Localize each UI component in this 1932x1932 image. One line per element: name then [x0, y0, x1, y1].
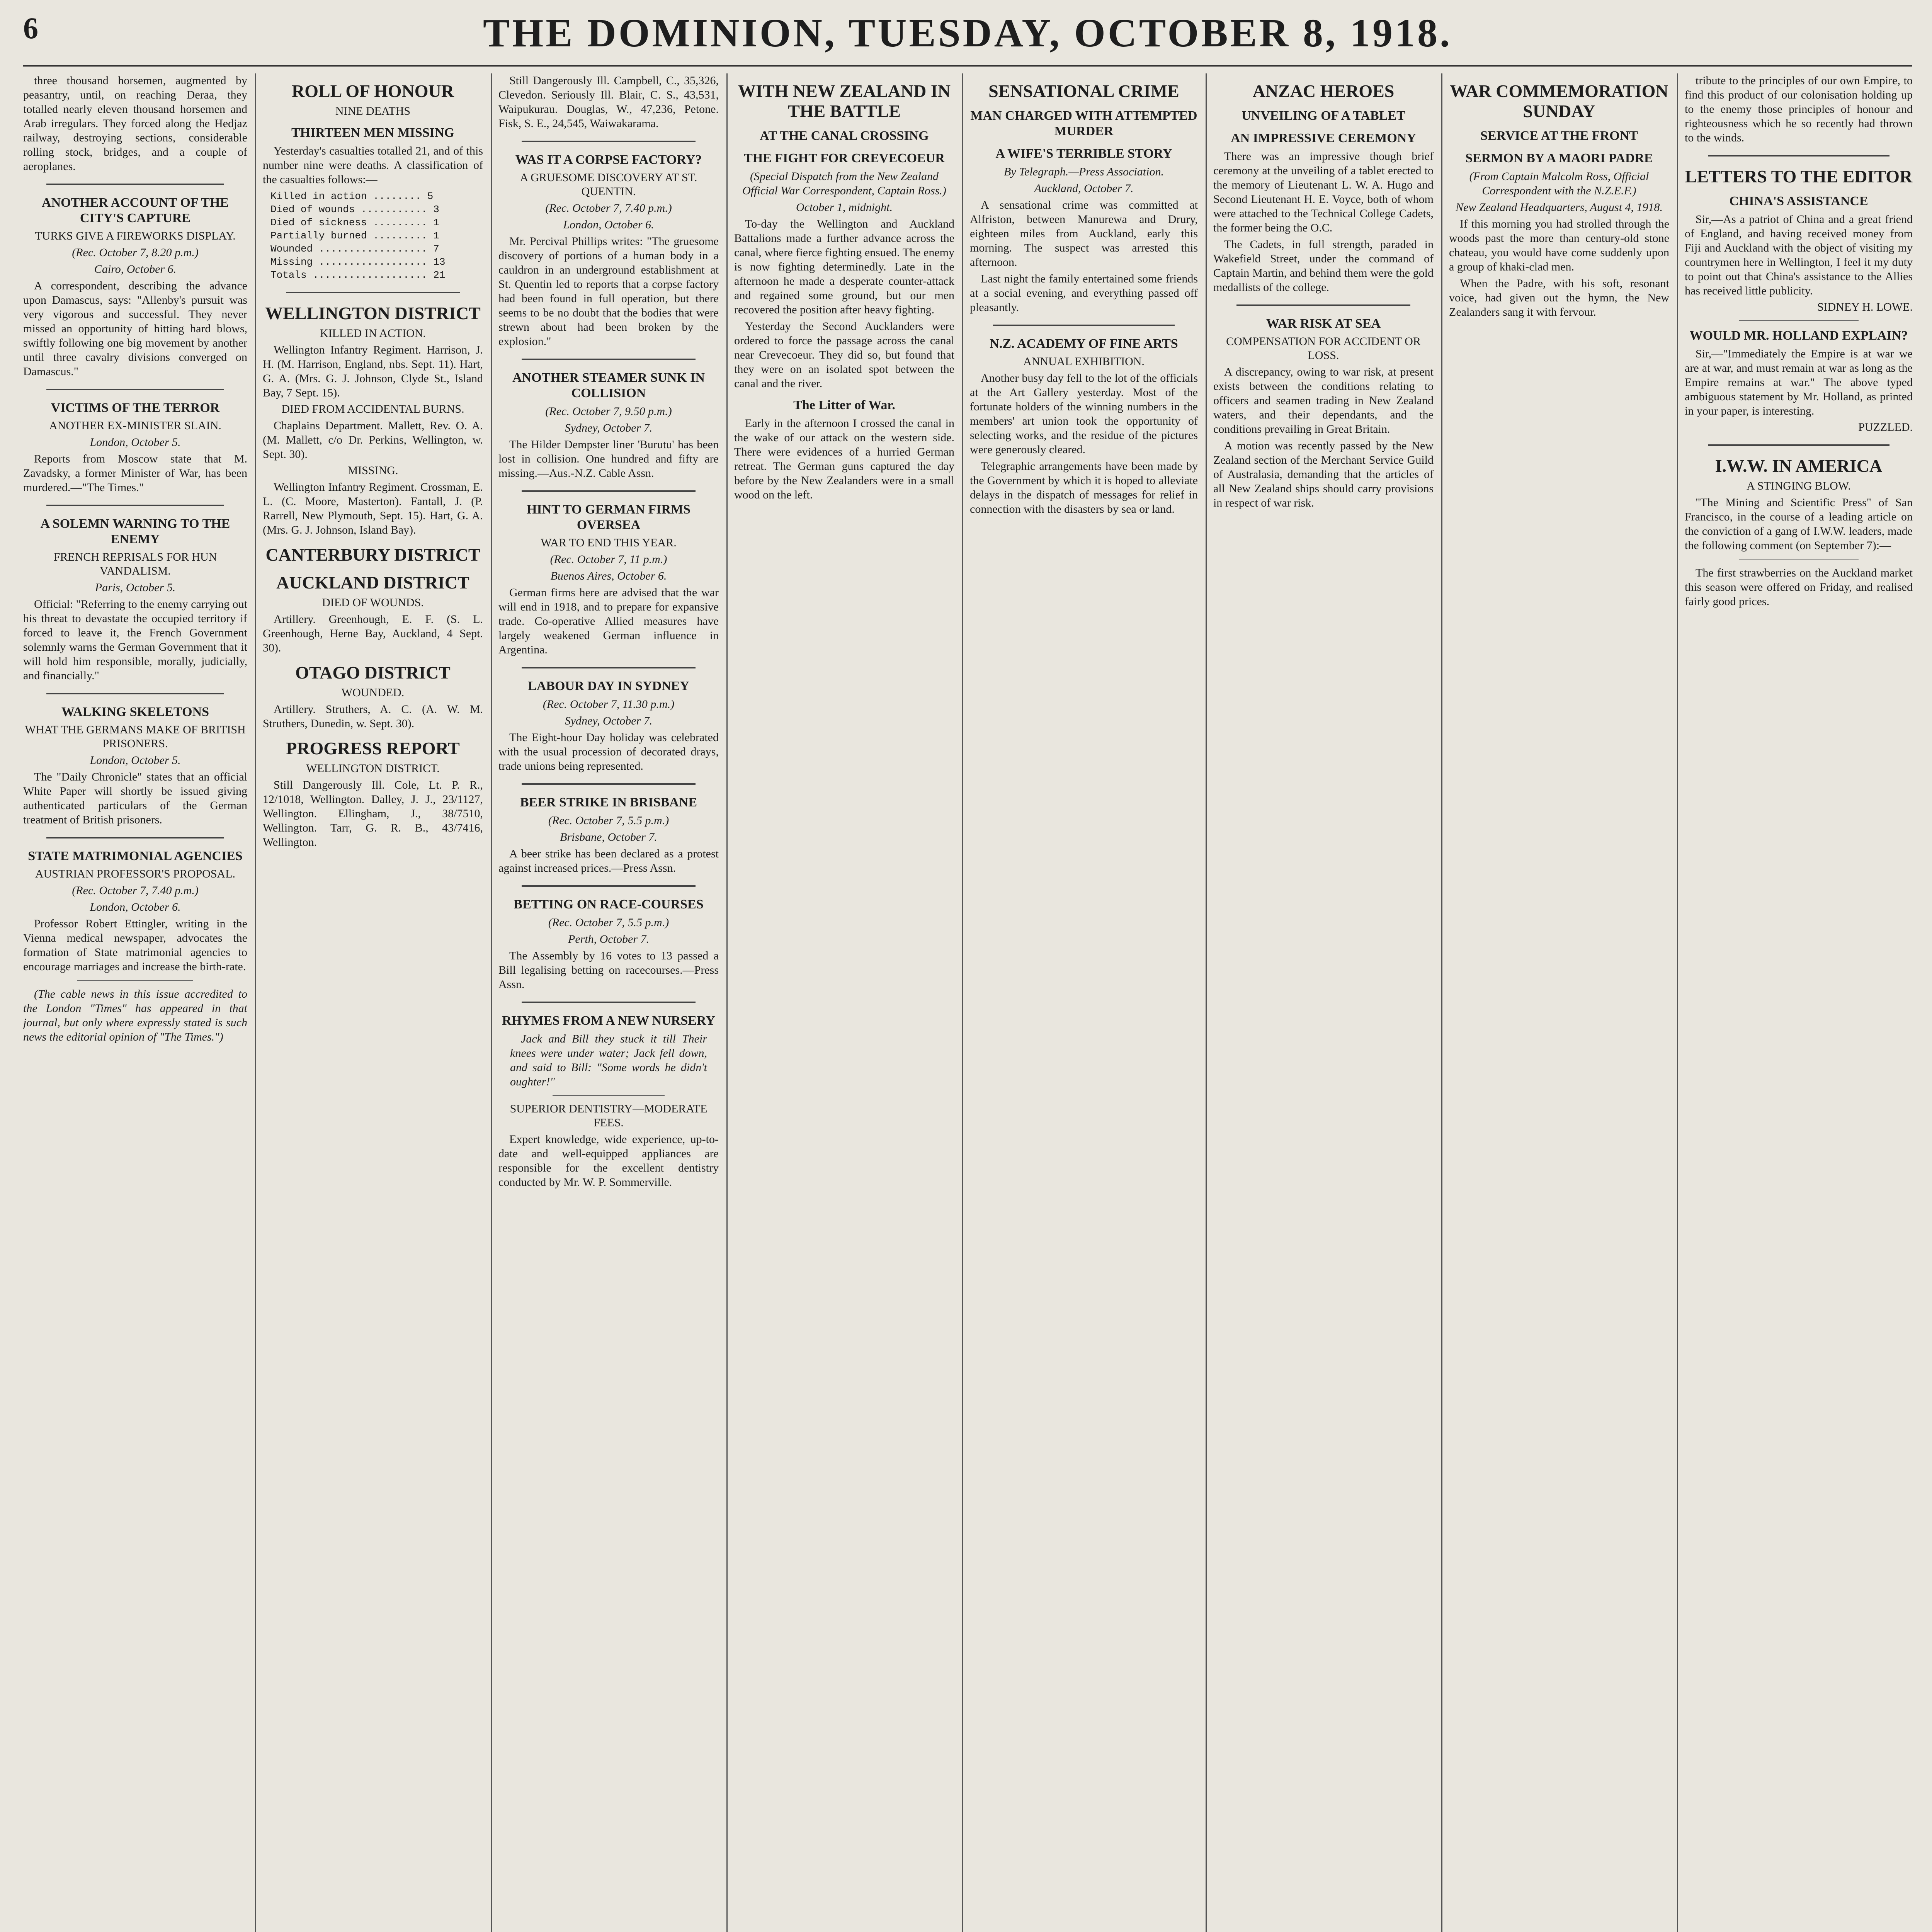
column-rule: [962, 73, 963, 1932]
divider: [1739, 320, 1859, 321]
subheadline: ANOTHER EX-MINISTER SLAIN.: [49, 419, 221, 432]
dateline: Perth, October 7.: [568, 933, 649, 946]
column-rule: [1441, 73, 1442, 1932]
dateline: London, October 6.: [563, 218, 654, 231]
dateline: (Rec. October 7, 7.40 p.m.): [72, 884, 199, 897]
article-text: There was an impressive though brief ceremony at the unveiling of a tablet erected to the memory of Lieutenant L. W. A. Hugo and Second Lieutenant H. E. Voyce, both of whom were attached to the Technical College Cadets, the former being the O.C.: [1213, 150, 1434, 234]
headline: WAR COMMEMORATION SUNDAY: [1450, 81, 1668, 121]
subheadline: THIRTEEN MEN MISSING: [291, 126, 454, 140]
divider: [77, 980, 193, 981]
article-text: The Eight-hour Day holiday was celebrated with the usual procession of decorated drays, trade unions being represented.: [498, 731, 719, 772]
section-label: KILLED IN ACTION.: [320, 327, 426, 340]
subheadline: THE FIGHT FOR CREVECOEUR: [744, 151, 945, 165]
column-rule: [1206, 73, 1207, 1932]
column-7: [1449, 73, 1669, 1932]
headline: ANZAC HEROES: [1252, 81, 1395, 101]
divider: [522, 783, 696, 785]
column-rule: [255, 73, 256, 1932]
dateline: (Rec. October 7, 5.5 p.m.): [548, 916, 669, 929]
subheadline: A WIFE'S TERRIBLE STORY: [995, 146, 1172, 161]
headline: BETTING ON RACE-COURSES: [514, 897, 704, 912]
dateline: (Special Dispatch from the New Zealand Official War Correspondent, Captain Ross.): [742, 170, 946, 197]
divider: [46, 693, 224, 694]
dateline: Sydney, October 7.: [565, 714, 653, 727]
divider: [46, 837, 224, 838]
column-8: [1685, 73, 1913, 1932]
headline: WAR RISK AT SEA: [1266, 316, 1381, 331]
article-text: The Assembly by 16 votes to 13 passed a Bill legalising betting on racecourses.—Press Assn.: [498, 949, 719, 991]
article-text: Telegraphic arrangements have been made by the Government by which it is hoped to alleviate delays in the dispatch of messages for relief in connection with the disasters by sea or land.: [970, 460, 1198, 515]
article-text: "The Mining and Scientific Press" of San Francisco, in the course of a leading article on the conviction of a gang of I.W.W. leaders, made the following comment (on September 7):—: [1685, 496, 1913, 552]
headline: OTAGO DISTRICT: [295, 663, 451, 682]
dateline: (From Captain Malcolm Ross, Official Correspondent with the N.Z.E.F.): [1469, 170, 1649, 197]
divider: [46, 389, 224, 390]
article-text: Professor Robert Ettingler, writing in the Vienna medical newspaper, advocates the formation of State matrimonial agencies to encourage marriages and increase the birth-rate.: [23, 917, 247, 973]
article-text: A sensational crime was committed at Alfriston, between Manurewa and Drury, eighteen miles from Auckland, early this morning. The suspect was arrested this afternoon.: [970, 199, 1198, 269]
headline: LETTERS TO THE EDITOR: [1685, 167, 1913, 186]
subheadline: COMPENSATION FOR ACCIDENT OR LOSS.: [1226, 335, 1421, 362]
subheadline: WAR TO END THIS YEAR.: [541, 536, 677, 549]
article-text: The "Daily Chronicle" states that an official White Paper will shortly be issued giving authenticated particulars of the German treatment of British prisoners.: [23, 770, 247, 826]
headline: BEER STRIKE IN BRISBANE: [520, 795, 697, 810]
section-heading: The Litter of War.: [793, 398, 895, 412]
article-text: Chaplains Department. Mallett, Rev. O. A. (M. Mallett, c/o Dr. Perkins, Wellington, w. Sept. 30).: [263, 419, 483, 461]
article-text: Still Dangerously Ill. Campbell, C., 35,326, Clevedon. Seriously Ill. Blair, C. S., 43,531, Waipukurau. Douglas, W., 47,236, Petone. Fisk, S. E., 24,545, Waiwakarama.: [498, 74, 719, 130]
table-row: Wounded .................. 7: [270, 243, 439, 255]
article-text: Mr. Percival Phillips writes: "The gruesome discovery of portions of a human body in a cauldron in an underground establishment at St. Quentin led to reports that a corpse factory had been found in full operation, but there seems to be no doubt that the bodies that were strewn about had been broken by the explosion.": [498, 235, 719, 348]
dateline: New Zealand Headquarters, August 4, 1918.: [1455, 201, 1663, 214]
column-6: [1213, 73, 1434, 1932]
casualty-table: [270, 190, 475, 282]
advertisement-heading: SUPERIOR DENTISTRY—MODERATE FEES.: [510, 1102, 707, 1129]
article-text: The Cadets, in full strength, paraded in Wakefield Street, under the command of Captain Martin, and behind them were the gold medallists of the college.: [1213, 238, 1434, 294]
divider: [522, 141, 696, 142]
dateline: (Rec. October 7, 7.40 p.m.): [545, 202, 672, 214]
dateline: Cairo, October 6.: [94, 263, 177, 276]
headline: N.Z. ACADEMY OF FINE ARTS: [990, 337, 1178, 351]
divider: [553, 1095, 665, 1096]
subheadline: TURKS GIVE A FIREWORKS DISPLAY.: [35, 230, 236, 242]
dateline: (Rec. October 7, 9.50 p.m.): [545, 405, 672, 418]
section-label: DIED OF WOUNDS.: [322, 596, 424, 609]
article-text: Wellington Infantry Regiment. Crossman, E. L. (C. Moore, Masterton). Fantall, J. (P. Rarrell, New Plymouth, Sept. 15). Hart, G. A. (Mrs. G. J. Johnson, Island Bay).: [263, 481, 483, 536]
headline: HINT TO GERMAN FIRMS OVERSEA: [526, 502, 691, 532]
dateline: Brisbane, October 7.: [560, 831, 657, 844]
divider: [46, 505, 224, 506]
article-text: Yesterday's casualties totalled 21, and of this number nine were deaths. A classification of the casualties follows:—: [263, 145, 483, 186]
article-text: A discrepancy, owing to war risk, at present exists between the conditions relating to officers and seamen trading in New Zealand waters, and their dependants, and the conditions prevailing in Great Britain.: [1213, 366, 1434, 435]
headline: WELLINGTON DISTRICT: [265, 303, 481, 323]
divider: [522, 885, 696, 887]
page-number: 6: [23, 11, 38, 45]
poem: Jack and Bill they stuck it till Their knees were under water; Jack fell down, and said to Bill: "Some words he didn't oughter!": [510, 1032, 707, 1088]
dateline: By Telegraph.—Press Association.: [1004, 165, 1164, 178]
section-label: DIED FROM ACCIDENTAL BURNS.: [281, 403, 464, 415]
subheadline: AUSTRIAN PROFESSOR'S PROPOSAL.: [35, 867, 236, 880]
article-text: three thousand horsemen, augmented by peasantry, until, on reaching Deraa, they totalled nearly eleven thousand horsemen and Arab irregulars. They forced along the Hedjaz railway, destroying sections, considerable rolling stock, bridges, and a couple of aeroplanes.: [23, 74, 247, 173]
article-text: Another busy day fell to the lot of the officials at the Art Gallery yesterday. Most of the fortunate holders of the winning numbers in the members' art union took the opportunity of selecting works, and the residue of the pictures were generously cleared.: [970, 372, 1198, 456]
divider: [286, 292, 460, 293]
headline: SENSATIONAL CRIME: [988, 81, 1179, 101]
headline: LABOUR DAY IN SYDNEY: [528, 679, 689, 693]
letter-signature: PUZZLED.: [1858, 421, 1913, 434]
divider: [522, 359, 696, 360]
table-row: Partially burned ......... 1: [270, 230, 439, 242]
subheadline: ANNUAL EXHIBITION.: [1023, 355, 1145, 368]
newspaper-title: [23, 10, 1912, 56]
divider: [1708, 444, 1889, 446]
article-text: The first strawberries on the Auckland market this season were offered on Friday, and realised fairly good prices.: [1685, 566, 1913, 608]
dateline: (Rec. October 7, 11.30 p.m.): [543, 698, 675, 711]
subheadline: UNVEILING OF A TABLET: [1242, 109, 1405, 123]
article-text: Wellington Infantry Regiment. Harrison, J. H. (M. Harrison, England, nbs. Sept. 11). Hart, G. A. (Mrs. G. J. Johnson, Clyde St., Island Bay, 7 Sept. 15).: [263, 344, 483, 399]
article-text: Reports from Moscow state that M. Zavadsky, a former Minister of War, has been murdered.—"The Times.": [23, 452, 247, 494]
headline: CANTERBURY DISTRICT: [265, 545, 480, 565]
divider: [46, 184, 224, 185]
article-text: German firms here are advised that the war will end in 1918, and to prepare for expansive trade. Co-operative Allied measures have largely weakened German influence in Argentina.: [498, 586, 719, 656]
dateline: Buenos Aires, October 6.: [550, 570, 667, 582]
article-text: tribute to the principles of our own Empire, to find this product of our colonisation holding up to the enemy those principles of honour and righteousness which he so recently had thrown to the winds.: [1685, 74, 1913, 144]
headline: STATE MATRIMONIAL AGENCIES: [28, 849, 243, 863]
section-label: WELLINGTON DISTRICT.: [306, 762, 440, 775]
letter-signature: SIDNEY H. LOWE.: [1817, 301, 1913, 313]
subheadline: SERMON BY A MAORI PADRE: [1465, 151, 1653, 165]
headline: VICTIMS OF THE TERROR: [51, 401, 220, 415]
headline: ANOTHER ACCOUNT OF THE CITY'S CAPTURE: [42, 196, 229, 225]
table-row: Totals ................... 21: [270, 269, 446, 281]
column-5: [970, 73, 1198, 1932]
article-text: To-day the Wellington and Auckland Battalions made a further advance across the canal, where fierce fighting ensued. The enemy is now fighting determinedly. Late in the afternoon he made a desperate counter-attack and regained some ground, but our men recovered the position after heavy fighting.: [734, 218, 954, 316]
article-text: If this morning you had strolled through the woods past the more than century-old stone chateau, you would have come suddenly upon a group of khaki-clad men.: [1449, 218, 1669, 273]
dateline: (Rec. October 7, 8.20 p.m.): [72, 246, 199, 259]
section-label: WOUNDED.: [341, 686, 405, 699]
article-text: Official: "Referring to the enemy carrying out his threat to devastate the occupied territory if forced to leave it, the French Government solemnly warns the German Government that it will hold him responsible, morally, judicially, and financially.": [23, 598, 247, 682]
masthead: [23, 7, 1912, 67]
masthead-date: TUESDAY, OCTOBER 8, 1918.: [848, 11, 1452, 55]
article-text: A motion was recently passed by the New Zealand section of the Merchant Service Guild of Australasia, demanding that the articles of all New Zealand ships should carry provisions in respect of war risk.: [1213, 439, 1434, 509]
dateline: (Rec. October 7, 5.5 p.m.): [548, 814, 669, 827]
editorial-note: (The cable news in this issue accredited to the London "Times" has appeared in that journal, but only where expressly stated is such news the editorial opinion of "The Times."): [23, 988, 247, 1043]
headline: PROGRESS REPORT: [286, 738, 460, 758]
article-text: A beer strike has been declared as a protest against increased prices.—Press Assn.: [498, 847, 719, 874]
advertisement-text: Expert knowledge, wide experience, up-to-date and well-equipped appliances are responsible for the excellent dentistry conducted by Mr. W. P. Sommerville.: [498, 1133, 719, 1189]
masthead-name: THE DOMINION,: [483, 11, 837, 55]
article-text: Yesterday the Second Aucklanders were ordered to force the passage across the canal near Crevecoeur. They did so, but found that they were on an isolated spot between the canal and the river.: [734, 320, 954, 390]
column-rule: [491, 73, 492, 1932]
divider: [1708, 155, 1889, 156]
headline: I.W.W. IN AMERICA: [1715, 456, 1883, 476]
headline: WALKING SKELETONS: [61, 705, 209, 719]
subheadline: WOULD MR. HOLLAND EXPLAIN?: [1689, 328, 1908, 343]
dateline: Sydney, October 7.: [565, 422, 653, 434]
article-text: The Hilder Dempster liner 'Burutu' has been lost in collision. One hundred and fifty are missing.—Aus.-N.Z. Cable Assn.: [498, 438, 719, 480]
article-text: Artillery. Greenhough, E. F. (S. L. Greenhough, Herne Bay, Auckland, 4 Sept. 30).: [263, 613, 483, 654]
subheadline: NINE DEATHS: [335, 105, 411, 117]
headline: RHYMES FROM A NEW NURSERY: [502, 1014, 715, 1028]
column-rule: [1677, 73, 1678, 1932]
article-text: A correspondent, describing the advance upon Damascus, says: "Allenby's pursuit was very vigorous and successful. They never missed an opportunity of hitting hard blows, swiftly following one big movement by another until three cavalry divisions converged on Damascus.": [23, 279, 247, 378]
column-3: [498, 73, 719, 1932]
dateline: London, October 5.: [90, 436, 181, 449]
column-4: [734, 73, 954, 1932]
subheadline: MAN CHARGED WITH ATTEMPTED MURDER: [970, 109, 1197, 138]
column-rule: [726, 73, 728, 1932]
divider: [522, 490, 696, 492]
letter-text: Sir,—"Immediately the Empire is at war we are at war, and must remain at war as long as the Empire remains at war." The above typed ambiguous statement by Mr. Holland, as printed in your paper, is interesting.: [1685, 347, 1913, 417]
headline: A SOLEMN WARNING TO THE ENEMY: [40, 517, 230, 546]
divider: [522, 1002, 696, 1003]
subheadline: A GRUESOME DISCOVERY AT ST. QUENTIN.: [520, 171, 697, 198]
dateline: London, October 5.: [90, 754, 181, 767]
headline: ROLL OF HONOUR: [292, 81, 454, 101]
article-text: Still Dangerously Ill. Cole, Lt. P. R., 12/1018, Wellington. Dalley, J. J., 23/1127, Wellington. Ellingham, J., 38/7510, Wellington. Tarr, G. R. B., 43/7416, Wellington.: [263, 779, 483, 849]
table-row: Died of sickness ......... 1: [270, 217, 439, 228]
table-row: Missing .................. 13: [270, 256, 446, 268]
dateline: October 1, midnight.: [796, 201, 893, 214]
letter-text: Sir,—As a patriot of China and a great friend of England, and having received money from Fiji and Auckland with the object of visiting my countrymen here in Wellington, I feel it my duty to point out that China's assistance to the Allies has received little publicity.: [1685, 213, 1913, 297]
section-label: MISSING.: [347, 464, 398, 477]
article-text: Artillery. Struthers, A. C. (A. W. M. Struthers, Dunedin, w. Sept. 30).: [263, 703, 483, 730]
headline: AUCKLAND DISTRICT: [276, 573, 469, 592]
headline: ANOTHER STEAMER SUNK IN COLLISION: [512, 371, 705, 400]
subheadline: FRENCH REPRISALS FOR HUN VANDALISM.: [53, 551, 217, 577]
article-text: Early in the afternoon I crossed the canal in the wake of our attack on the western side. There were evidences of a hurried German retreat. The German guns captured the day before by the New Zealanders were in a small wood on the left.: [734, 417, 954, 501]
dateline: London, October 6.: [90, 901, 181, 913]
subheadline: WHAT THE GERMANS MAKE OF BRITISH PRISONERS.: [25, 723, 246, 750]
divider: [993, 325, 1175, 326]
headline: WITH NEW ZEALAND IN THE BATTLE: [738, 81, 951, 121]
subheadline: CHINA'S ASSISTANCE: [1729, 194, 1868, 208]
dateline: Auckland, October 7.: [1034, 182, 1134, 195]
subheadline: A STINGING BLOW.: [1747, 480, 1851, 492]
dateline: Paris, October 5.: [95, 581, 176, 594]
column-1: [23, 73, 247, 1932]
subheadline: SERVICE AT THE FRONT: [1480, 129, 1638, 143]
article-text: When the Padre, with his soft, resonant voice, had given out the hymn, the New Zealanders sang it with fervour.: [1449, 277, 1669, 318]
subheadline: AT THE CANAL CROSSING: [760, 129, 929, 143]
headline: WAS IT A CORPSE FACTORY?: [515, 153, 702, 167]
divider: [1236, 304, 1410, 306]
subheadline: AN IMPRESSIVE CEREMONY: [1231, 131, 1416, 145]
column-2: [263, 73, 483, 1932]
divider: [1739, 559, 1859, 560]
article-text: Last night the family entertained some friends at a social evening, and everything passed off pleasantly.: [970, 272, 1198, 314]
divider: [522, 667, 696, 668]
dateline: (Rec. October 7, 11 p.m.): [550, 553, 667, 566]
table-row: Died of wounds ........... 3: [270, 204, 439, 215]
table-row: Killed in action ........ 5: [270, 190, 434, 202]
